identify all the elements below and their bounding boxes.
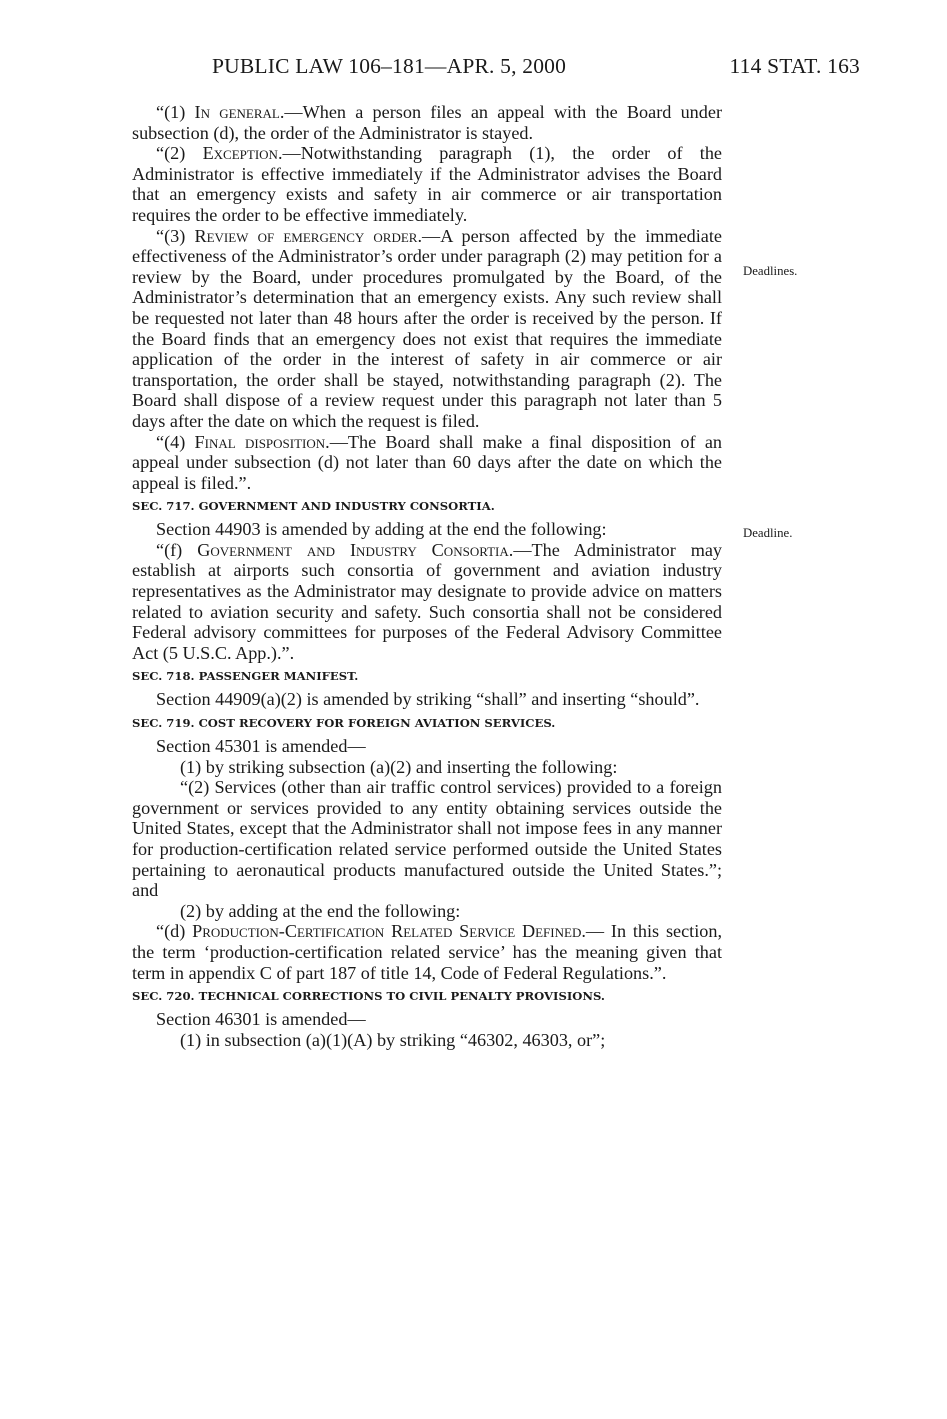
section-heading-719: SEC. 719. COST RECOVERY FOR FOREIGN AVIATION SERVICES.	[132, 716, 556, 731]
subsection-text: .— In this section, the term ‘production-certification related service’ has the meaning given that term in appendix C of part 187 of title 14, Code of Federal Regulations.”.	[132, 921, 723, 983]
paragraph-text: .—Notwithstanding paragraph (1), the order of the Administrator is effective immediately if the Administrator advises the Board that an emergency exists and safety in air commerce or air transportation requires the order to be effective immediately.	[132, 143, 723, 225]
document-body	[132, 102, 722, 1050]
subsection-heading: Government and Industry Consortia	[197, 539, 509, 560]
section-720-item-1: (1) in subsection (a)(1)(A) by striking “46302, 46303, or”;	[180, 1029, 606, 1050]
section-717-intro: Section 44903 is amended by adding at the end the following:	[156, 519, 607, 540]
section-719-subsection-d	[132, 921, 722, 983]
section-719-item-1: (1) by striking subsection (a)(2) and inserting the following:	[180, 756, 618, 777]
subsection-number: “(f)	[156, 539, 198, 560]
paragraph-number: “(2)	[156, 143, 203, 164]
paragraph-text: .—When a person files an appeal with the Board under subsection (d), the order of the Administrator is stayed.	[132, 102, 723, 143]
paragraph-1	[132, 102, 722, 143]
section-heading-717: SEC. 717. GOVERNMENT AND INDUSTRY CONSORTIA.	[132, 499, 495, 514]
section-719-intro: Section 45301 is amended—	[156, 736, 366, 757]
section-heading-720: SEC. 720. TECHNICAL CORRECTIONS TO CIVIL PENALTY PROVISIONS.	[132, 989, 605, 1004]
paragraph-4	[132, 432, 722, 494]
paragraph-text: .—A person affected by the immediate effectiveness of the Administrator’s order under paragraph (2) may petition for a review by the Board, under procedures promulgated by the Board, of the Administrator’s determination that an emergency exists. Any such review shall be requested not later than 48 hours after the order is received by the person. If the Board finds that an emergency does not exist that requires the immediate application of the order in the interest of safety in air commerce or air transportation, the order shall be stayed, notwithstanding paragraph (2). The Board shall dispose of a review request under this paragraph not later than 5 days after the date on which the request is filed.	[132, 225, 722, 431]
subsection-text: .—The Administrator may establish at airports such consortia of government and aviation industry representatives as the Administrator may designate to provide advice on matters related to aviation security and safety. Such consortia shall not be considered Federal advisory committees for purposes of the Federal Advisory Committee Act (5 U.S.C. App.).”.	[132, 539, 723, 663]
paragraph-heading: Final disposition	[194, 431, 326, 452]
section-719-quote-2: “(2) Services (other than air traffic control services) provided to a foreign government or services provided to any entity obtaining services outside the United States, except that the Administrator shall not impose fees in any manner for production-certification related service performed outside the United States pertaining to aeronautical products manufactured outside the United States.”; and	[132, 777, 722, 901]
section-heading-718: SEC. 718. PASSENGER MANIFEST.	[132, 669, 359, 684]
header-citation: PUBLIC LAW 106–181—APR. 5, 2000	[212, 54, 567, 78]
paragraph-3	[132, 226, 722, 432]
paragraph-heading: Exception	[202, 143, 278, 164]
paragraph-number: “(1)	[156, 102, 195, 122]
subsection-heading: Production-Certification Related Service Defined	[192, 921, 582, 942]
paragraph-2	[132, 143, 722, 225]
paragraph-number: “(4)	[156, 431, 195, 452]
margin-note-deadlines: Deadlines.	[743, 264, 798, 278]
section-717-subsection-f	[132, 540, 722, 664]
margin-note-deadline: Deadline.	[743, 526, 793, 540]
section-718-text: Section 44909(a)(2) is amended by striking “shall” and inserting “should”.	[156, 689, 700, 710]
running-header	[132, 54, 860, 90]
paragraph-number: “(3)	[156, 225, 195, 246]
subsection-number: “(d)	[156, 921, 193, 942]
section-719-item-2: (2) by adding at the end the following:	[180, 900, 461, 921]
paragraph-text: .—The Board shall make a final disposition of an appeal under subsection (d) not later than 60 days after the date on which the appeal is filed.”.	[132, 431, 723, 493]
paragraph-heading: In general	[194, 102, 280, 122]
header-page-number: 114 STAT. 163	[729, 54, 860, 78]
section-720-intro: Section 46301 is amended—	[156, 1009, 366, 1030]
paragraph-heading: Review of emergency order	[194, 225, 418, 246]
